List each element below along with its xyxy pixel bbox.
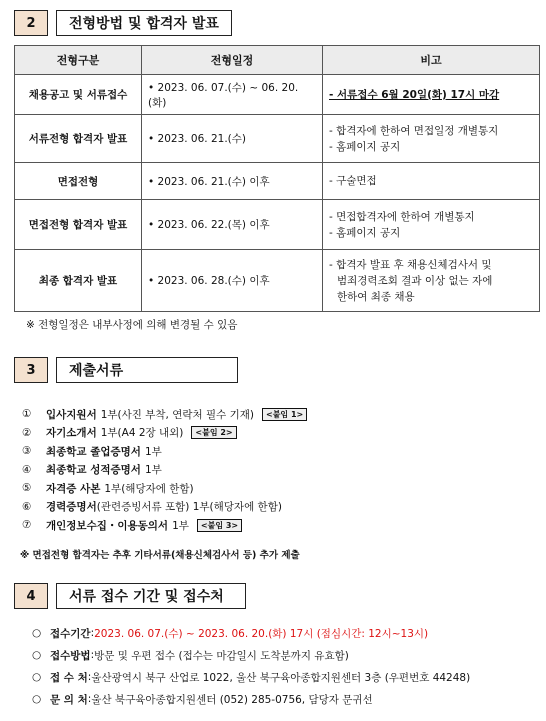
notes-cell [323, 75, 540, 115]
application-info [32, 622, 470, 710]
circle-bullet-icon: ○ [32, 693, 42, 705]
section-title: 제출서류 [56, 357, 238, 383]
info-value: 울산 북구육아종합지원센터 (052) 285-0756, 담당자 문귀선 [91, 693, 373, 706]
item-number: ⑥ [22, 500, 32, 513]
section-4-header [14, 583, 246, 609]
section-number: 4 [14, 583, 48, 609]
stage-cell: 최종 합격자 발표 [15, 250, 142, 312]
schedule-footnote: ※ 전형일정은 내부사정에 의해 변경될 수 있음 [26, 319, 238, 331]
item-number: ④ [22, 463, 32, 476]
info-separator: : [90, 649, 95, 661]
info-label: 문 의 처 [50, 693, 88, 706]
additional-docs-note: ※ 면접전형 합격자는 추후 기타서류(채용신체검사서 등) 추가 제출 [20, 550, 300, 561]
item-number: ⑦ [22, 519, 32, 532]
circle-bullet-icon: ○ [32, 671, 42, 683]
stage-cell: 서류전형 합격자 발표 [15, 115, 142, 163]
table-row [15, 163, 540, 200]
notes-cell [323, 250, 540, 312]
date-cell: • 2023. 06. 07.(수) ~ 06. 20.(화) [142, 75, 323, 115]
item-desc: 1부 [144, 445, 162, 458]
info-separator: : [87, 671, 92, 683]
attachment-tag: <붙임 2> [191, 426, 236, 439]
list-item [22, 405, 307, 424]
table-row [15, 75, 540, 115]
info-value: 2023. 06. 07.(수) ~ 2023. 06. 20.(화) 17시 (점심시간: 12시~13시) [94, 627, 429, 640]
item-desc: 1부(A4 2장 내외) [100, 427, 184, 440]
item-name: 개인정보수집・이용동의서 [46, 519, 169, 532]
col-header: 전형일정 [142, 46, 323, 75]
item-number: ① [22, 408, 32, 421]
table-row [15, 115, 540, 163]
note-line: - 홈페이지 공지 [329, 140, 401, 153]
stage-cell: 면접전형 합격자 발표 [15, 200, 142, 250]
list-item [22, 516, 307, 535]
item-name: 최종학교 성적증명서 [46, 464, 141, 477]
info-separator: : [90, 627, 95, 639]
notes-cell [323, 163, 540, 200]
info-value: 방문 및 우편 접수 (접수는 마감일시 도착분까지 유효함) [94, 649, 349, 662]
section-title: 전형방법 및 합격자 발표 [56, 10, 232, 36]
notes-cell [323, 115, 540, 163]
schedule-table [14, 45, 540, 312]
attachment-tag: <붙임 3> [197, 519, 242, 532]
circle-bullet-icon: ○ [32, 627, 42, 639]
note-line: - 합격자에 한하여 면접일정 개별통지 [329, 124, 499, 137]
item-name: 자기소개서 [46, 427, 97, 440]
note-line: 한하여 최종 채용 [337, 290, 415, 303]
info-row [32, 666, 470, 688]
list-item [22, 442, 307, 461]
date-cell: • 2023. 06. 21.(수) 이후 [142, 163, 323, 200]
info-value: 울산광역시 북구 산업로 1022, 울산 북구육아종합지원센터 3층 (우편번호 44248) [91, 671, 471, 684]
item-desc: (관련증빙서류 포함) 1부(해당자에 한함) [96, 501, 282, 514]
section-title: 서류 접수 기간 및 접수처 [56, 583, 246, 609]
document-list [22, 405, 307, 535]
note-line: - 합격자 발표 후 채용신체검사서 및 [329, 258, 492, 271]
note-line: - 서류접수 6월 20일(화) 17시 마감 [329, 88, 500, 101]
info-label: 접수방법 [50, 649, 91, 662]
attachment-tag: <붙임 1> [262, 408, 307, 421]
section-3-header [14, 357, 238, 383]
info-row [32, 688, 470, 710]
list-item [22, 461, 307, 480]
section-number: 2 [14, 10, 48, 36]
item-desc: 1부 [172, 519, 189, 532]
circle-bullet-icon: ○ [32, 649, 42, 661]
note-line: - 홈페이지 공지 [329, 226, 401, 239]
item-number: ② [22, 426, 32, 439]
table-row [15, 250, 540, 312]
date-cell: • 2023. 06. 22.(목) 이후 [142, 200, 323, 250]
stage-cell: 면접전형 [15, 163, 142, 200]
item-desc: 1부 [144, 464, 162, 477]
info-label: 접 수 처 [50, 671, 88, 684]
stage-cell: 채용공고 및 서류접수 [15, 75, 142, 115]
col-header: 비고 [323, 46, 540, 75]
info-separator: : [87, 693, 92, 705]
date-cell: • 2023. 06. 28.(수) 이후 [142, 250, 323, 312]
notes-cell [323, 200, 540, 250]
note-line: - 면접합격자에 한하여 개별통지 [329, 210, 475, 223]
col-header: 전형구분 [15, 46, 142, 75]
item-number: ⑤ [22, 482, 32, 495]
note-line: - 구술면접 [329, 175, 377, 187]
info-label: 접수기간 [50, 627, 91, 640]
note-line: 범죄경력조회 결과 이상 없는 자에 [337, 274, 493, 287]
item-name: 입사지원서 [46, 408, 97, 421]
info-row [32, 644, 470, 666]
list-item [22, 498, 307, 517]
section-number: 3 [14, 357, 48, 383]
date-cell: • 2023. 06. 21.(수) [142, 115, 323, 163]
item-desc: 1부(해당자에 한함) [104, 482, 194, 495]
section-2-header [14, 10, 232, 36]
table-row [15, 200, 540, 250]
item-number: ③ [22, 445, 32, 458]
info-row [32, 622, 470, 644]
list-item [22, 479, 307, 498]
item-name: 자격증 사본 [46, 482, 101, 495]
item-name: 경력증명서 [46, 501, 97, 514]
list-item [22, 424, 307, 443]
item-desc: 1부(사진 부착, 연락처 필수 기재) [100, 408, 254, 421]
item-name: 최종학교 졸업증명서 [46, 445, 141, 458]
